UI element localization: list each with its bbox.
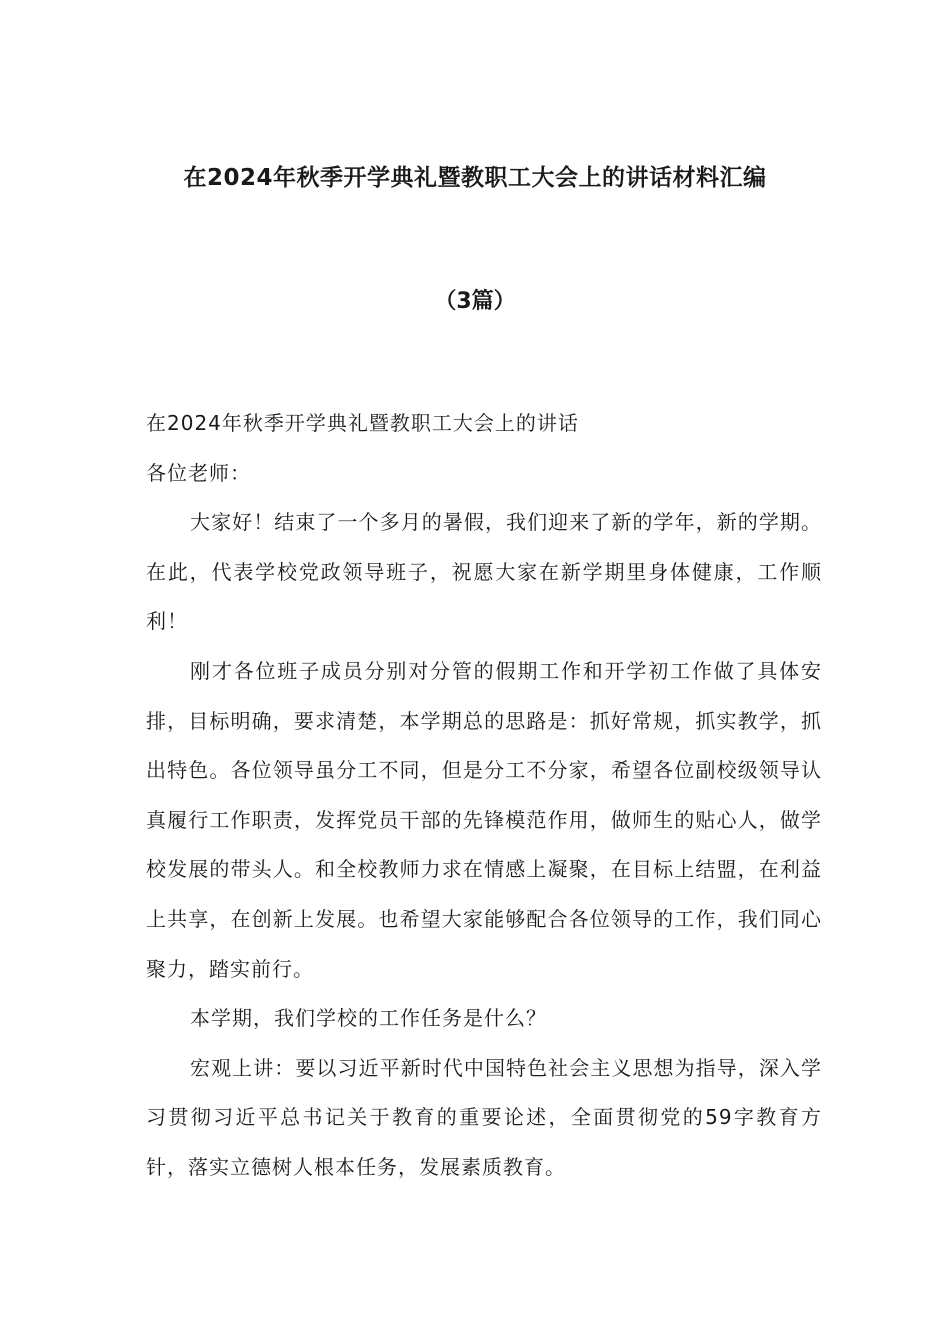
body-paragraph: 大家好！结束了一个多月的暑假，我们迎来了新的学年，新的学期。在此，代表学校党政领导班子，祝愿大家在新学期里身体健康，工作顺利！ — [146, 510, 822, 634]
salutation: 各位老师： — [146, 460, 251, 485]
body-paragraph: 刚才各位班子成员分别对分管的假期工作和开学初工作做了具体安排，目标明确，要求清楚，本学期总的思路是：抓好常规，抓实教学，抓出特色。各位领导虽分工不同，但是分工不分家，希望各位副校级领导认真履行工作职责，发挥党员干部的先锋模范作用，做师生的贴心人，做学校发展的带头人。和全校教师力求在情感上凝聚，在目标上结盟，在利益上共享，在创新上发展。也希望大家能够配合各位领导的工作，我们同心聚力，踏实前行。 — [146, 658, 822, 981]
document-title: 在2024年秋季开学典礼暨教职工大会上的讲话材料汇编 — [183, 165, 767, 191]
speech-heading: 在2024年秋季开学典礼暨教职工大会上的讲话 — [146, 411, 579, 435]
body-paragraph: 本学期，我们学校的工作任务是什么？ — [190, 1006, 547, 1031]
document-subtitle: （3篇） — [434, 289, 516, 314]
document-body — [146, 399, 822, 1193]
body-paragraph: 宏观上讲：要以习近平新时代中国特色社会主义思想为指导，深入学习贯彻习近平总书记关于教育的重要论述，全面贯彻党的59字教育方针，落实立德树人根本任务，发展素质教育。 — [146, 1055, 822, 1179]
